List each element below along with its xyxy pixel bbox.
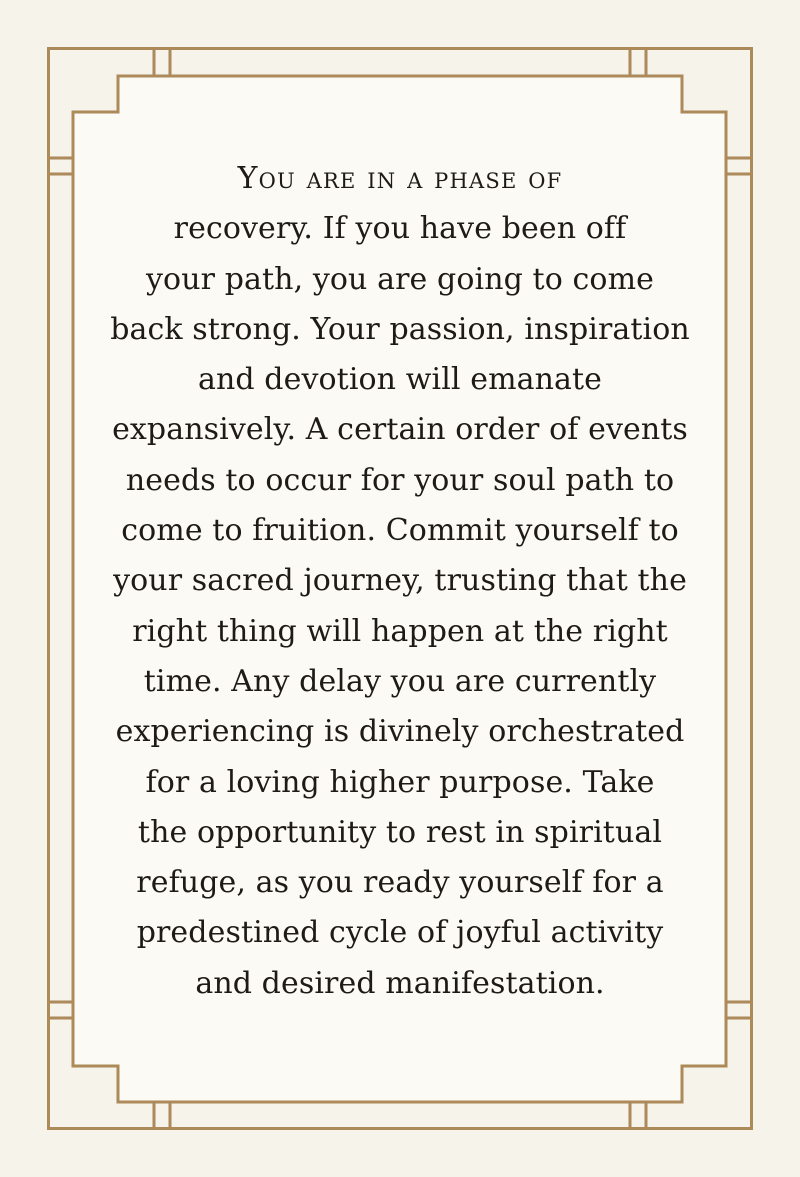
message-line-10: right thing will happen at the right	[132, 613, 668, 649]
message-line-3: your path, you are going to come	[146, 261, 654, 297]
message-line-6: expansively. A certain order of events	[112, 412, 688, 448]
message-line-13: for a loving higher purpose. Take	[145, 764, 655, 800]
message-line-17: and desired manifestation.	[195, 965, 605, 1001]
message-line-8: come to fruition. Commit yourself to	[121, 513, 679, 549]
message-line-14: the opportunity to rest in spiritual	[137, 814, 663, 850]
message-line-12: experiencing is divinely orchestrated	[115, 714, 685, 750]
message-line-4: back strong. Your passion, inspiration	[110, 311, 690, 347]
message-line-1: You are in a phase of	[237, 161, 563, 196]
message-line-7: needs to occur for your soul path to	[125, 462, 675, 498]
message-line-2: recovery. If you have been off	[173, 211, 627, 247]
message-line-9: your sacred journey, trusting that the	[113, 563, 687, 599]
message-line-11: time. Any delay you are currently	[143, 663, 657, 699]
message-line-5: and devotion will emanate	[197, 362, 603, 398]
message-line-15: refuge, as you ready yourself for a	[136, 865, 664, 901]
card-message	[100, 154, 700, 1009]
message-line-16: predestined cycle of joyful activity	[136, 915, 664, 951]
